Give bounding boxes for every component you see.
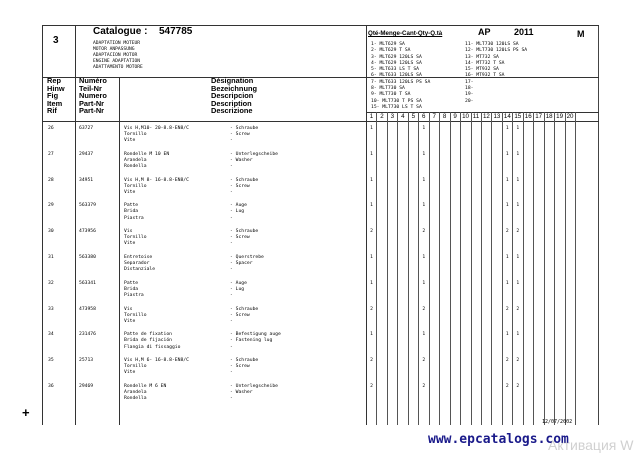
add-icon[interactable]: + [22,405,30,420]
model-entry: 8- MLT730 SA [371,86,405,92]
model-entry: 11- MLT730 120LS SA [465,42,519,47]
model-entry: 17- [465,79,474,85]
quantity-cell: 1 [370,203,373,209]
column-label: Description [211,98,252,108]
quantity-cell: 1 [370,332,373,338]
quantity-cell: 2 [370,358,373,364]
model-entry: 2- MLT629 T SA [371,48,411,54]
model-list-right [465,42,527,105]
quantity-cell: 1 [516,177,520,183]
part-translation: - Befestigung auge - Fastening lug - [230,332,281,350]
item-number: 31 [48,255,54,260]
part-translation: - Auge - Lug - [230,203,247,221]
grid-column-number: 12 [482,113,490,120]
item-number: 28 [48,177,54,183]
activation-watermark: Активация W [548,437,634,453]
part-row[interactable] [0,383,641,409]
part-translation: - Schraube - Screw - [230,126,259,144]
part-number: 563341 [79,280,96,286]
part-description: Vis H,M 8- 16-8.8-EN8/C Tornillo Vite [124,177,189,195]
item-number: 36 [48,384,54,389]
adaptation-title [93,41,143,71]
catalogue-label: Catalogue : [93,26,148,37]
part-translation: - Querstrebe - Spacer - [230,255,264,273]
part-translation: - Schraube - Screw - [230,177,259,195]
quantity-cell: 1 [422,280,426,286]
grid-column-number: 6 [422,113,426,120]
part-row[interactable] [0,202,641,228]
part-row[interactable] [0,151,641,177]
part-translation: - Schraube - Screw - [230,229,259,247]
part-number: 29437 [79,151,94,157]
part-translation: - Unterlegscheibe - Washer - [230,151,278,169]
part-description: Patte Brida Piastra [124,203,144,221]
column-label: Descripcion [211,91,254,101]
grid-column-number: 20 [566,113,574,120]
grid-column-number: 16 [524,113,532,120]
quantity-cell: 1 [370,151,373,157]
quantity-cell: 1 [516,332,520,338]
grid-bottom-rule [42,121,599,122]
part-number: 563379 [79,203,96,209]
quantity-cell: 2 [505,358,509,364]
quantity-cell: 1 [516,255,520,260]
quantity-cell: 1 [505,203,509,209]
item-number: 35 [48,358,54,364]
quantity-cell: 1 [370,126,373,131]
quantity-cell: 1 [505,255,509,260]
ap-label: AP [478,27,491,37]
quantity-cell: 2 [422,229,426,235]
item-number: 30 [48,229,54,235]
quantity-cell: 2 [370,384,373,389]
quantity-cell: 1 [422,203,426,209]
part-number: 231476 [79,332,96,338]
column-label: Hinw [47,83,65,93]
item-number: 33 [48,306,54,312]
part-number: 29469 [79,384,94,389]
part-row[interactable] [0,280,641,306]
catalogue-number: 547785 [159,26,193,37]
header-top-rule [42,25,366,26]
grid-column-number: 11 [472,113,480,120]
part-description: Vis H,M10- 20-8.8-EN8/C Tornillo Vite [124,126,189,144]
quantity-cell: 1 [370,177,373,183]
grid-column-number: 1 [369,113,374,120]
column-label: Item [47,98,63,108]
quantity-cell: 2 [422,384,426,389]
quantity-cell: 1 [505,126,509,131]
quantity-cell: 1 [505,151,509,157]
part-translation: - Unterlegscheibe - Washer - [230,384,278,402]
section-number: 3 [53,35,59,46]
quantity-cell: 2 [505,306,509,312]
column-label: Bezeichnung [211,83,257,93]
quantity-cell: 2 [370,229,373,235]
grid-column-number: 13 [493,113,501,120]
part-description: Rondelle M 10 EN Arandela Rondella [124,151,170,169]
model-entry: 15- MT932 SA [465,67,499,73]
model-entry: 3- MLT629 120LS SA [371,54,422,60]
part-description: Patte de fixation Brida de fijación Flangia di fissaggio [124,332,181,350]
quantity-cell: 1 [516,203,520,209]
quantity-cell: 2 [505,229,509,235]
column-label: Rep [47,76,61,85]
column-label: Descrizione [211,106,253,116]
column-header-number [79,77,107,115]
model-entry: 6- MLT633 120LS SA [371,73,422,79]
quantity-cell: 2 [516,384,520,389]
quantity-cell: 2 [505,384,509,389]
quantity-cell: 1 [370,255,373,260]
part-translation: - Auge - Lug - [230,280,247,298]
grid-column-number: 14 [503,113,511,120]
part-translation: - Schraube - Screw - [230,358,259,376]
column-label: Part-Nr [79,106,105,116]
quantity-cell: 2 [516,229,520,235]
quantity-cell: 1 [422,126,426,131]
part-description: Vis Tornillo Vite [124,229,147,247]
model-entry: 19- [465,92,474,98]
grid-column-number: 7 [432,113,436,120]
part-number: 563380 [79,255,96,260]
model-entry: 12- MLT730 120LS PS SA [465,48,528,54]
adaptation-line: MOTOR ANPASSUNG [93,47,135,52]
model-entry: 16- MT932 T SA [465,73,505,79]
print-date: 12/07/2002 [542,419,573,425]
model-entry: 1- MLT629 SA [371,42,405,47]
quantity-cell: 1 [516,126,520,131]
part-row[interactable] [0,125,641,151]
quantity-header: Qté-Menge-Cant-Qty-Q.tà [368,30,443,37]
adaptation-line: ENGINE ADAPTATION [93,59,141,64]
part-description: Vis H,M 6- 16-8.8-EN8/C Tornillo Vite [124,358,189,376]
quantity-cell: 1 [422,332,426,338]
quantity-cell: 2 [516,306,520,312]
part-description: Rondelle M 6 EN Arandela Rondella [124,384,167,402]
part-number: 34951 [79,177,94,183]
model-entry: 4- MLT629 120LS SA [371,60,422,66]
column-header-designation [211,77,257,115]
model-entry: 13- MT732 SA [465,54,499,60]
item-number: 26 [48,126,54,131]
quantity-cell: 1 [422,177,426,183]
column-label: Désignation [211,76,254,85]
part-row[interactable] [0,306,641,332]
quantity-cell: 2 [422,306,426,312]
column-header-rep [47,77,65,115]
year-label: 2011 [514,27,534,37]
part-number: 473958 [79,306,96,312]
grid-column-number: 9 [453,113,457,120]
part-row[interactable] [0,357,641,383]
grid-column-number: 5 [411,113,416,120]
quantity-cell: 1 [505,332,509,338]
model-entry: 5- MLT633 LS T SA [371,67,419,73]
item-number: 34 [48,332,54,338]
quantity-cell: 2 [516,358,520,364]
header-separator [42,77,599,78]
header-top-rule-right [366,25,599,26]
grid-column-number: 15 [514,113,522,120]
part-description: Patte Brida Piastra [124,280,144,298]
grid-column-number: 8 [442,113,447,120]
part-row[interactable] [0,254,641,280]
quantity-cell: 1 [516,280,520,286]
part-description: Entretoise Separador Distanziale [124,255,156,273]
quantity-cell: 1 [422,151,426,157]
part-number: 473956 [79,229,96,235]
adaptation-line: ADAPTACION MOTOR [93,53,138,58]
grid-column-number: 2 [380,113,384,120]
model-entry: 14- MT732 T SA [465,60,505,66]
quantity-cell: 2 [370,306,373,312]
column-label: Numero [79,91,107,101]
part-number: 63727 [79,126,94,131]
part-row[interactable] [0,331,641,357]
quantity-cell: 1 [505,177,509,183]
quantity-cell: 2 [422,358,426,364]
grid-column-number: 19 [556,113,564,120]
grid-column-number: 17 [535,113,543,120]
column-label: Numéro [79,76,107,85]
quantity-cell: 1 [505,280,509,286]
model-entry: 20- [465,98,474,104]
grid-column-number: 10 [462,113,469,120]
part-number: 25713 [79,358,94,364]
item-number: 27 [48,151,54,157]
model-entry: 18- [465,86,474,92]
m-label: M [577,29,585,39]
column-label: Teil-Nr [79,83,102,93]
part-row[interactable] [0,228,641,254]
part-description: Vis Tornillo Vite [124,306,147,324]
column-label: Part-Nr [79,98,105,108]
part-translation: - Schraube - Screw - [230,306,259,324]
quantity-cell: 1 [370,280,373,286]
model-entry: 7- MLT633 120LS PS SA [371,79,431,85]
item-number: 29 [48,203,54,209]
adaptation-line: ADATTAMENTO MOTORE [93,65,143,70]
quantity-cell: 1 [516,151,520,157]
quantity-cell: 1 [422,255,426,260]
grid-column-number: 4 [401,113,405,120]
part-row[interactable] [0,177,641,203]
item-number: 32 [48,280,54,286]
column-label: Fig [47,91,59,101]
site-watermark: www.epcatalogs.com [428,432,569,447]
column-label: Rif [47,106,57,116]
model-entry: 10- MLT730 T PS SA [371,98,422,104]
model-entry: 9- MLT730 T SA [371,92,411,98]
grid-column-number: 3 [390,113,395,120]
model-entry: 15- MLT730 LS T SA [371,104,422,110]
grid-column-number: 18 [545,113,553,120]
adaptation-line: ADAPTATION MOTEUR [93,41,141,46]
